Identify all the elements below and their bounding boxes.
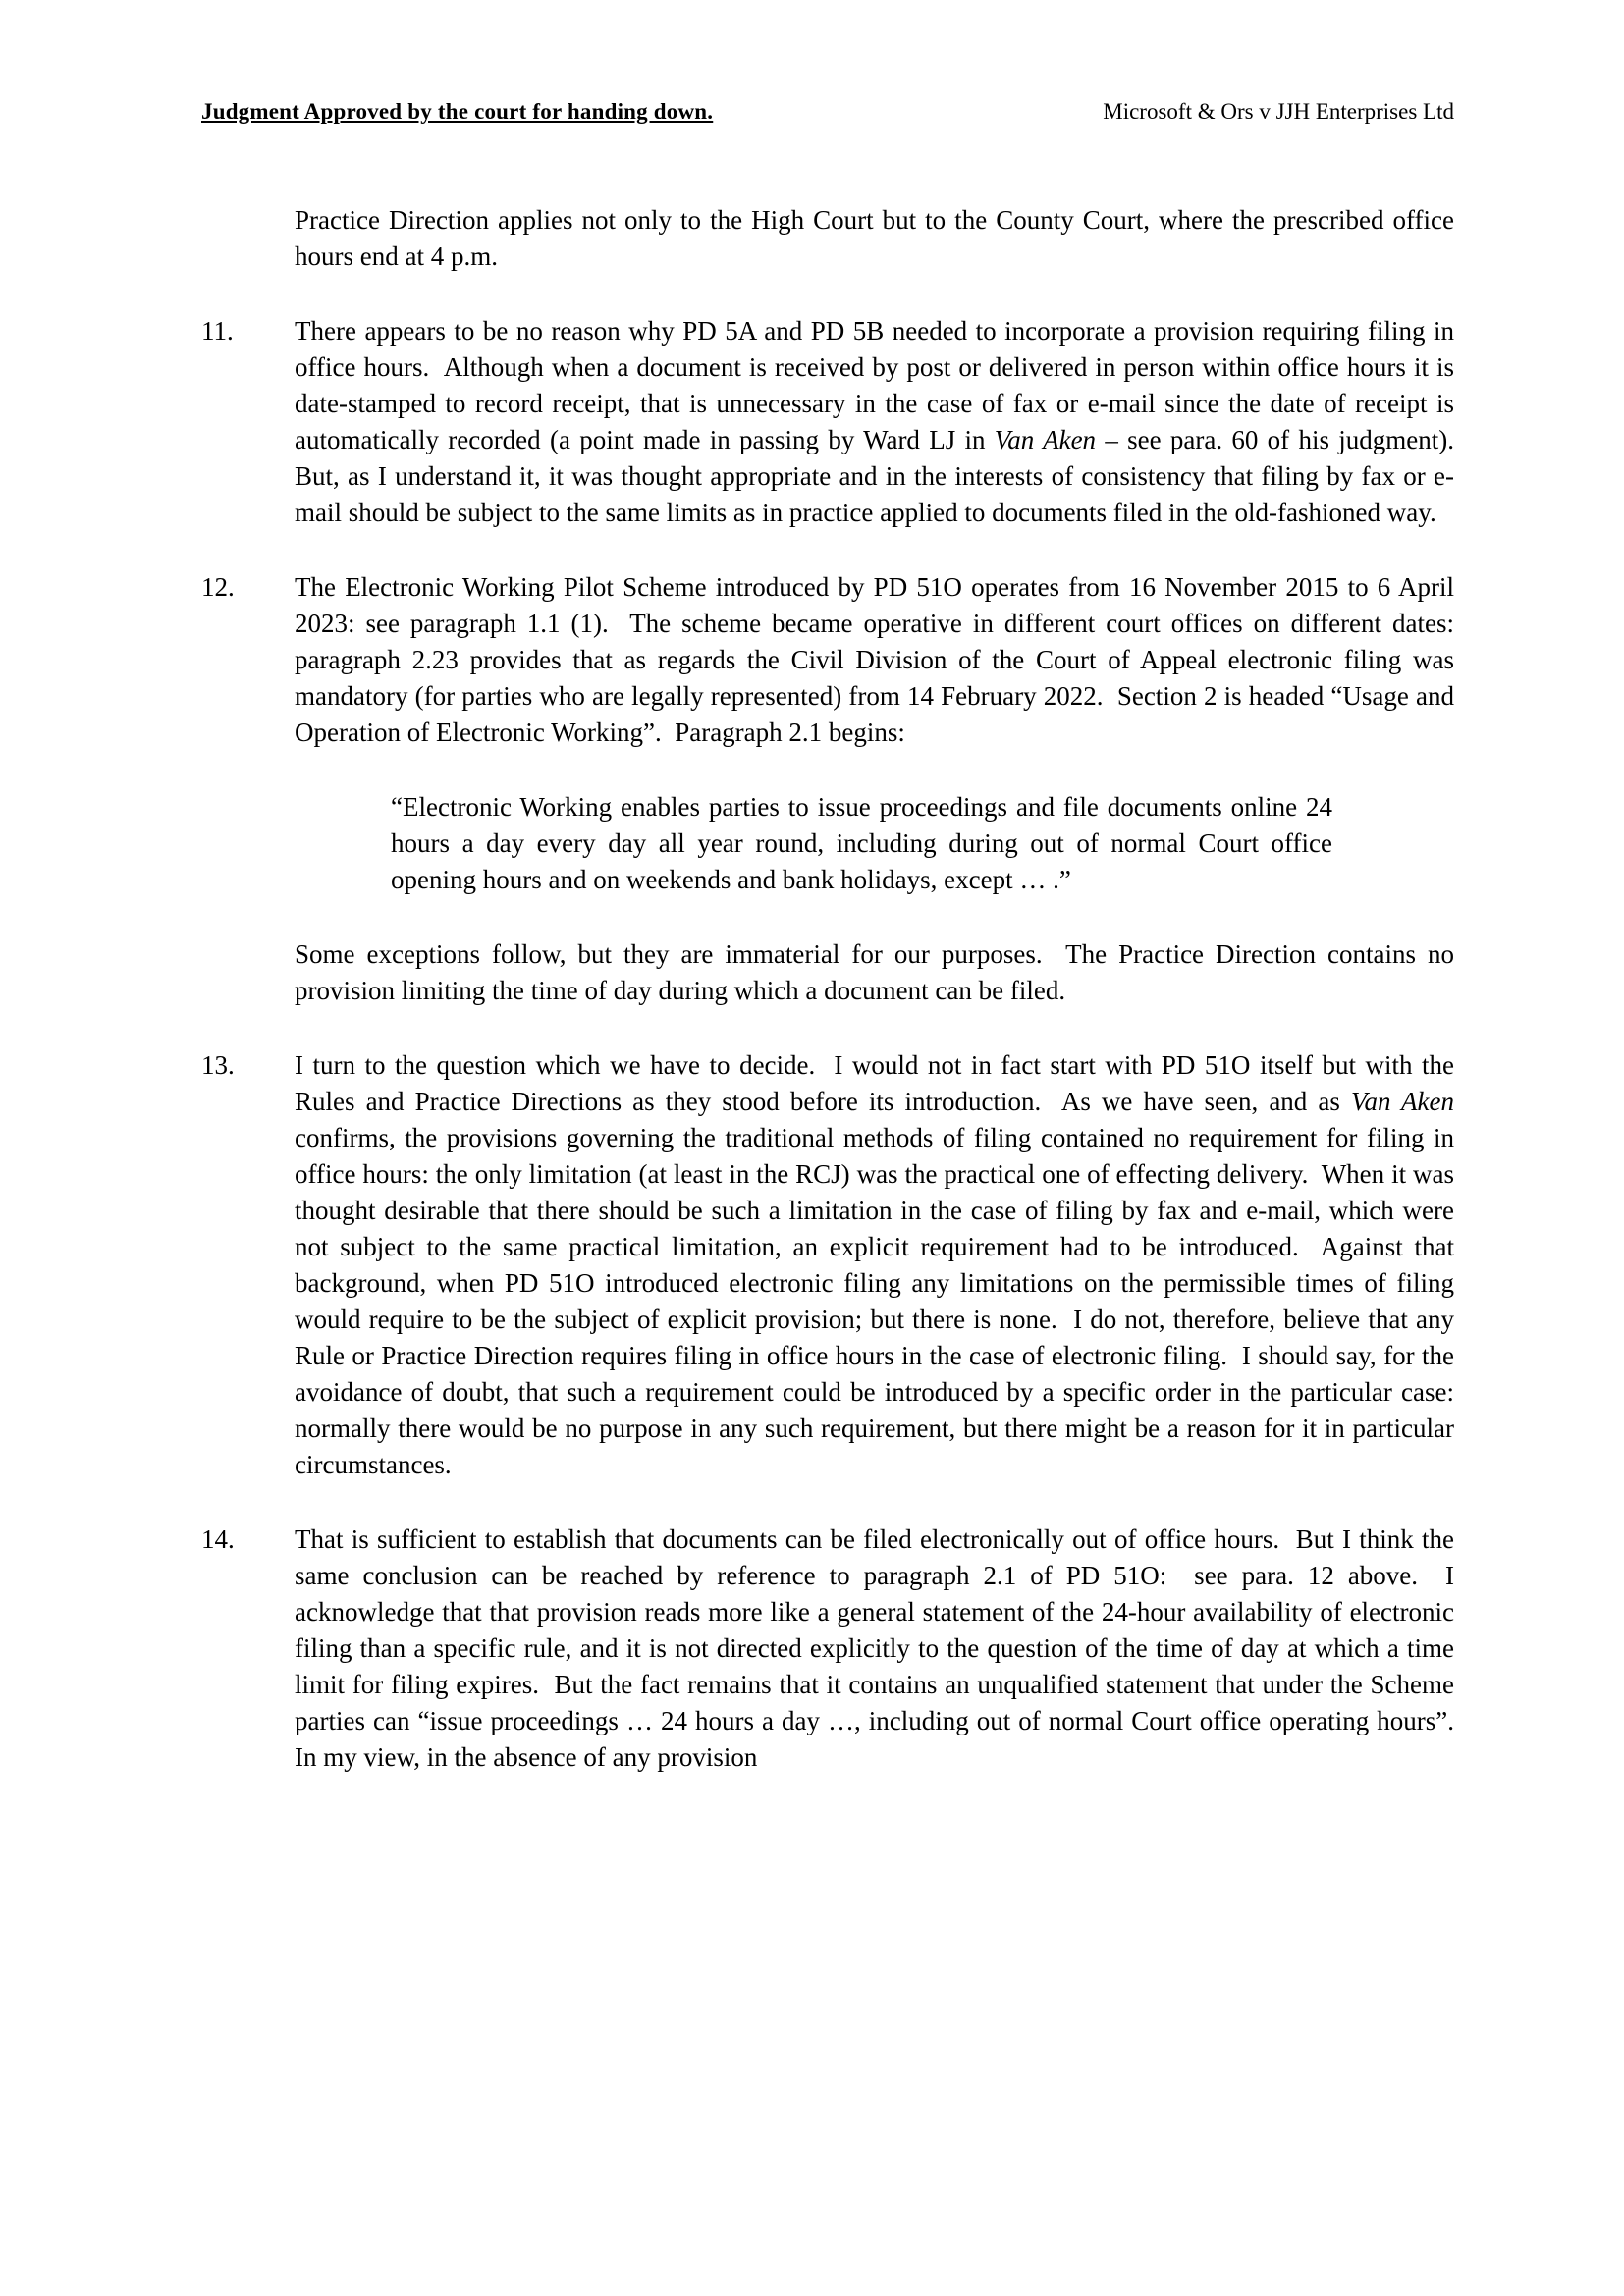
paragraph-text (295, 572, 1461, 747)
judgment-body (201, 202, 1468, 1814)
paragraph-text (295, 205, 1461, 271)
page-header (201, 99, 1454, 125)
header-case-name: Microsoft & Ors v JJH Enterprises Ltd (1103, 99, 1454, 124)
block-quote (391, 789, 1339, 898)
judgment-paragraph (201, 1522, 1468, 1776)
paragraph-text (295, 316, 1468, 527)
paragraph-number: 14. (201, 1524, 235, 1554)
judgment-paragraph (201, 313, 1468, 531)
header-approval-notice: Judgment Approved by the court for handing down. (201, 99, 714, 124)
paragraph-number: 13. (201, 1050, 235, 1080)
judgment-paragraph (201, 569, 1461, 751)
text-run: The Electronic Working Pilot Scheme introduced by PD 51O operates from 16 November 2015 to 6 April 2023: see paragraph 1.1 (1). The scheme became operative in different court offices on different dates: paragraph 2.23 provides that as regards the Civil Division of the Court of Appeal electronic filing was mandatory (for parties who are legally represented) from 14 February 2022. Section 2 is headed “Usage and Operation of Electronic Working”. Paragraph 2.1 begins: (295, 572, 1461, 747)
text-run: – see para. 60 of his judgment). But, as I understand it, it was thought appropriate and in the interests of consistency that filing by fax or e-mail should be subject to the same limits as in practice applied to documents filed in the old-fashioned way. (295, 425, 1468, 527)
text-run: Some exceptions follow, but they are immaterial for our purposes. The Practice Direction contains no provision limiting the time of day during which a document can be filed. (295, 939, 1461, 1005)
paragraph-text (295, 1050, 1461, 1479)
case-citation: Van Aken (994, 425, 1097, 454)
text-run: There appears to be no reason why PD 5A and PD 5B needed to incorporate a provision requiring filing in office hours. Although when a document is received by post or delivered in person within office hours it is date-stamped to record receipt, that is unnecessary in the case of fax or e-mail since the date of receipt is automatically recorded (a point made in passing by Ward LJ in (295, 316, 1461, 454)
case-citation: Van Aken (1350, 1087, 1454, 1116)
text-run: I turn to the question which we have to decide. I would not in fact start with PD 51O itself but with the Rules and Practice Directions as they stood before its introduction. As we have seen, and as (295, 1050, 1461, 1116)
paragraph-number: 11. (201, 316, 234, 346)
paragraph-text (295, 939, 1461, 1005)
text-run: That is sufficient to establish that documents can be filed electronically out of office hours. But I think the same conclusion can be reached by reference to paragraph 2.1 of PD 51O: see para. 12 above. I acknowledge that that provision reads more like a general statement of the 24-hour availability of electronic filing than a specific rule, and it is not directed explicitly to the question of the time of day at which a time limit for filing expires. But the fact remains that it contains an unqualified statement that under the Scheme parties can “issue proceedings … 24 hours a day …, including out of normal Court office operating hours”. In my view, in the absence of any provision (295, 1524, 1468, 1772)
paragraph-text (391, 792, 1339, 894)
paragraph-number: 12. (201, 572, 235, 602)
judgment-paragraph (201, 202, 1461, 275)
text-run: confirms, the provisions governing the traditional methods of filing contained no requirement for filing in office hours: the only limitation (at least in the RCJ) was the practical one of effecting delivery. When it was thought desirable that there should be such a limitation in the case of filing by fax and e-mail, which were not subject to the same practical limitation, an explicit requirement had to be introduced. Against that background, when PD 51O introduced electronic filing any limitations on the permissible times of filing would require to be the subject of explicit provision; but there is none. I do not, therefore, believe that any Rule or Practice Direction requires filing in office hours in the case of electronic filing. I should say, for the avoidance of doubt, that such a requirement could be introduced by a specific order in the particular case: normally there would be no purpose in any such requirement, but there might be a reason for it in particular circumstances. (295, 1087, 1461, 1479)
text-run: Practice Direction applies not only to the High Court but to the County Court, where the prescribed office hours end at 4 p.m. (295, 205, 1461, 271)
judgment-paragraph (201, 936, 1461, 1009)
text-run: “Electronic Working enables parties to issue proceedings and file documents online 24 hours a day every day all year round, including during out of normal Court office opening hours and on weekends and bank holidays, except … .” (391, 792, 1339, 894)
paragraph-text (295, 1524, 1468, 1772)
judgment-paragraph (201, 1047, 1461, 1483)
